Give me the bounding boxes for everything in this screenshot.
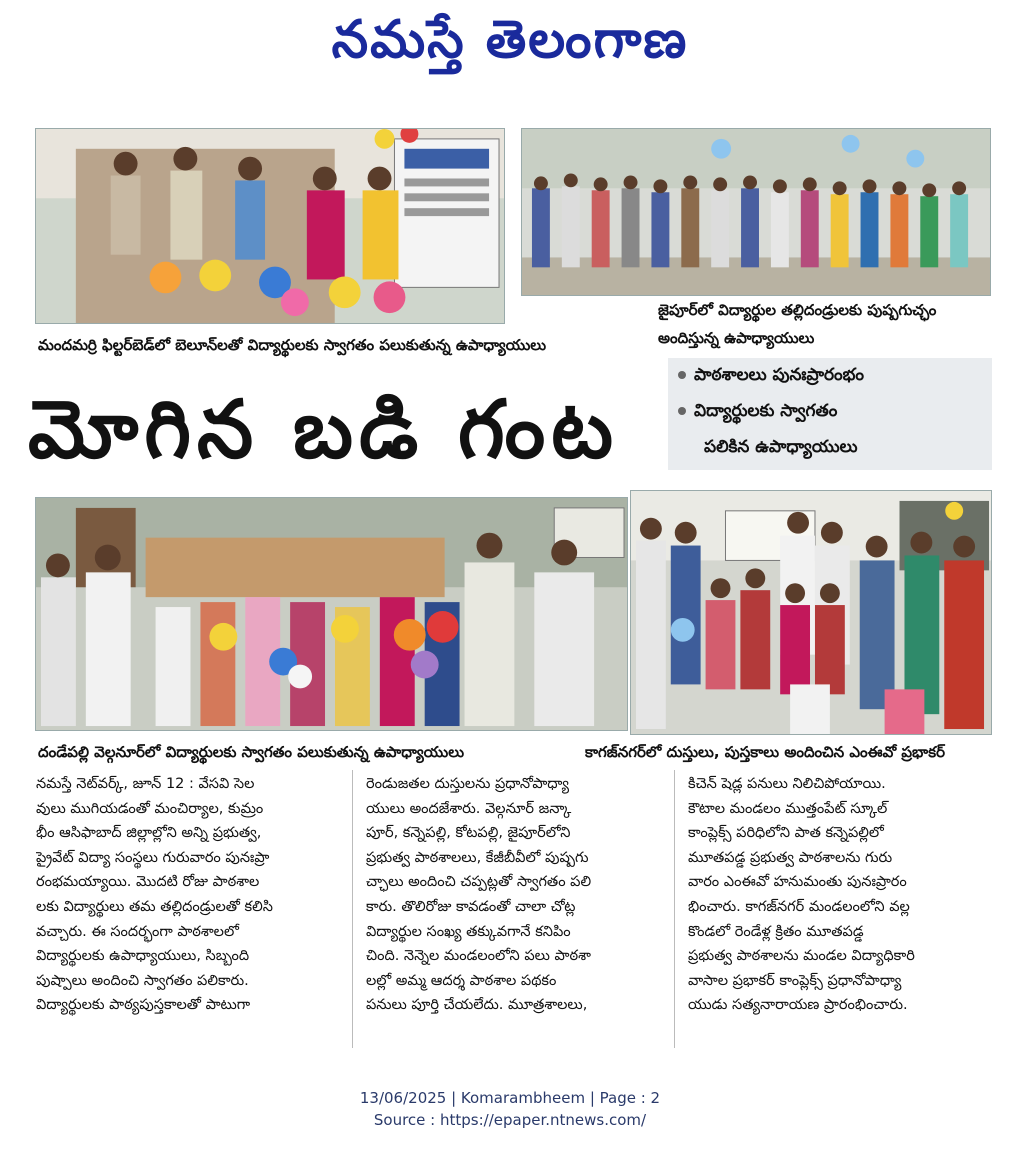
article-line: చింది. నెన్నెల మండలంలోని పలు పాఠశా <box>366 948 591 965</box>
article-column-1 <box>36 772 346 1018</box>
article-line: లల్లో అమ్మ ఆదర్శ పాఠశాల పథకం <box>366 972 557 989</box>
column-divider <box>674 770 675 1048</box>
top-right-caption-line1: జైపూర్‌లో విద్యార్థుల తల్లిదండ్రులకు పుష్పగుచ్ఛం <box>658 301 937 319</box>
article-line: పూర్, కన్నెపల్లి, కోటపల్లి, జైపూర్‌లోని <box>366 825 571 842</box>
article-line: యులు అందజేశారు. వెల్గనూర్ జన్కా <box>366 800 572 817</box>
article-line: కాంప్లెక్స్ పరిధిలోని పాత కన్నెపల్లిలో <box>688 825 884 842</box>
article-line: పుష్పాలు అందించి స్వాగతం పలికారు. <box>36 972 249 989</box>
bottom-left-photo <box>35 497 628 731</box>
masthead-logo: నమస్తే తెలంగాణ <box>331 9 689 70</box>
article-column-3 <box>688 772 992 1018</box>
article-line: ప్రభుత్వ పాఠశాలను మండల విద్యాధికారి <box>688 948 915 965</box>
column-divider <box>352 770 353 1048</box>
bottom-left-caption: దండేపల్లి వెల్గనూర్‌లో విద్యార్థులకు స్వాగతం పలుకుతున్న ఉపాధ్యాయులు <box>38 743 465 761</box>
article-line: విద్యార్థులకు పాఠ్యపుస్తకాలతో పాటుగా <box>36 997 251 1014</box>
article-line: ప్రైవేట్ విద్యా సంస్థలు గురువారం పునఃప్రా <box>36 849 270 866</box>
article-line: భించారు. కాగజ్‌నగర్ మండలంలోని వల్ల <box>688 898 910 915</box>
article-line: ప్రభుత్వ పాఠశాలలు, కేజీబీవీలో పుష్పగు <box>366 849 589 866</box>
highlight-item <box>678 398 837 424</box>
article-line: వచ్చారు. ఈ సందర్భంగా పాఠశాలలో <box>36 923 239 940</box>
article-line: పనులు పూర్తి చేయలేదు. మూత్రశాలలు, <box>366 997 588 1014</box>
footer-source-link[interactable]: Source : https://epaper.ntnews.com/ <box>373 1111 647 1129</box>
bullet-dot-icon <box>678 371 686 379</box>
highlight-item-continued: పలికిన ఉపాధ్యాయులు <box>704 437 858 457</box>
article-line: కిచెన్ షెడ్ల పనులు నిలిచిపోయాయి. <box>688 776 886 792</box>
highlight-item <box>678 362 864 388</box>
article-line: వారం ఎంఈవో హనుమంతు పునఃప్రారం <box>688 874 907 891</box>
headline: మోగిన బడి గంట <box>28 383 619 476</box>
highlight-text: విద్యార్థులకు స్వాగతం <box>694 401 838 421</box>
article-line: లకు విద్యార్థులు తమ తల్లిదండ్రులతో కలిసి <box>36 898 273 915</box>
highlight-text: పాఠశాలలు పునఃప్రారంభం <box>694 365 865 385</box>
article-line: కారు. తొలిరోజు కావడంతో చాలా చోట్ల <box>366 898 576 915</box>
bullet-dot-icon <box>678 407 686 415</box>
article-line: కౌటాల మండలం ముత్తంపేట్ స్కూల్ <box>688 800 888 817</box>
article-line: రంభమయ్యాయి. మొదటి రోజు పాఠశాల <box>36 874 260 891</box>
article-line: రెండుజతల దుస్తులను ప్రధానోపాధ్యా <box>366 776 569 792</box>
bottom-right-photo <box>630 490 992 735</box>
article-line: మూతపడ్డ ప్రభుత్వ పాఠశాలను గురు <box>688 849 893 866</box>
article-line: నమస్తే నెట్‌వర్క్, జూన్ 12 : వేసవి సెల <box>36 776 255 792</box>
article-line: వులు ముగియడంతో మంచిర్యాల, కుమ్రం <box>36 800 264 817</box>
top-left-caption: మందమర్రి ఫిల్టర్‌బెడ్‌లో బెలూన్‌లతో విద్యార్థులకు స్వాగతం పలుకుతున్న ఉపాధ్యాయులు <box>38 336 547 354</box>
top-right-caption-line2: అందిస్తున్న ఉపాధ్యాయులు <box>658 329 815 347</box>
article-line: చ్ఛాలు అందించి చప్పట్లతో స్వాగతం పలి <box>366 874 592 891</box>
article-column-2 <box>366 772 666 1018</box>
top-left-photo <box>35 128 505 324</box>
article-line: భీం ఆసిఫాబాద్ జిల్లాల్లోని అన్ని ప్రభుత్వ, <box>36 825 262 842</box>
bottom-right-caption: కాగజ్‌నగర్‌లో దుస్తులు, పుస్తకాలు అందించిన ఎంఈవో ప్రభాకర్ <box>585 743 945 761</box>
article-line: కొండలో రెండేళ్ల క్రితం మూతపడ్డ <box>688 923 864 940</box>
footer-date-line: 13/06/2025 | Komarambheem | Page : 2 <box>359 1089 661 1107</box>
article-line: విద్యార్థుల సంఖ్య తక్కువగానే కనిపిం <box>366 923 571 940</box>
article-line: యుడు సత్యనారాయణ ప్రారంభించారు. <box>688 997 908 1014</box>
top-right-photo <box>521 128 991 296</box>
article-line: విద్యార్థులకు ఉపాధ్యాయులు, సిబ్బంది <box>36 948 250 965</box>
article-line: వాసాల ప్రభాకర్ కాంప్లెక్స్ ప్రధానోపాధ్యా <box>688 972 902 989</box>
highlights-box <box>668 358 992 470</box>
